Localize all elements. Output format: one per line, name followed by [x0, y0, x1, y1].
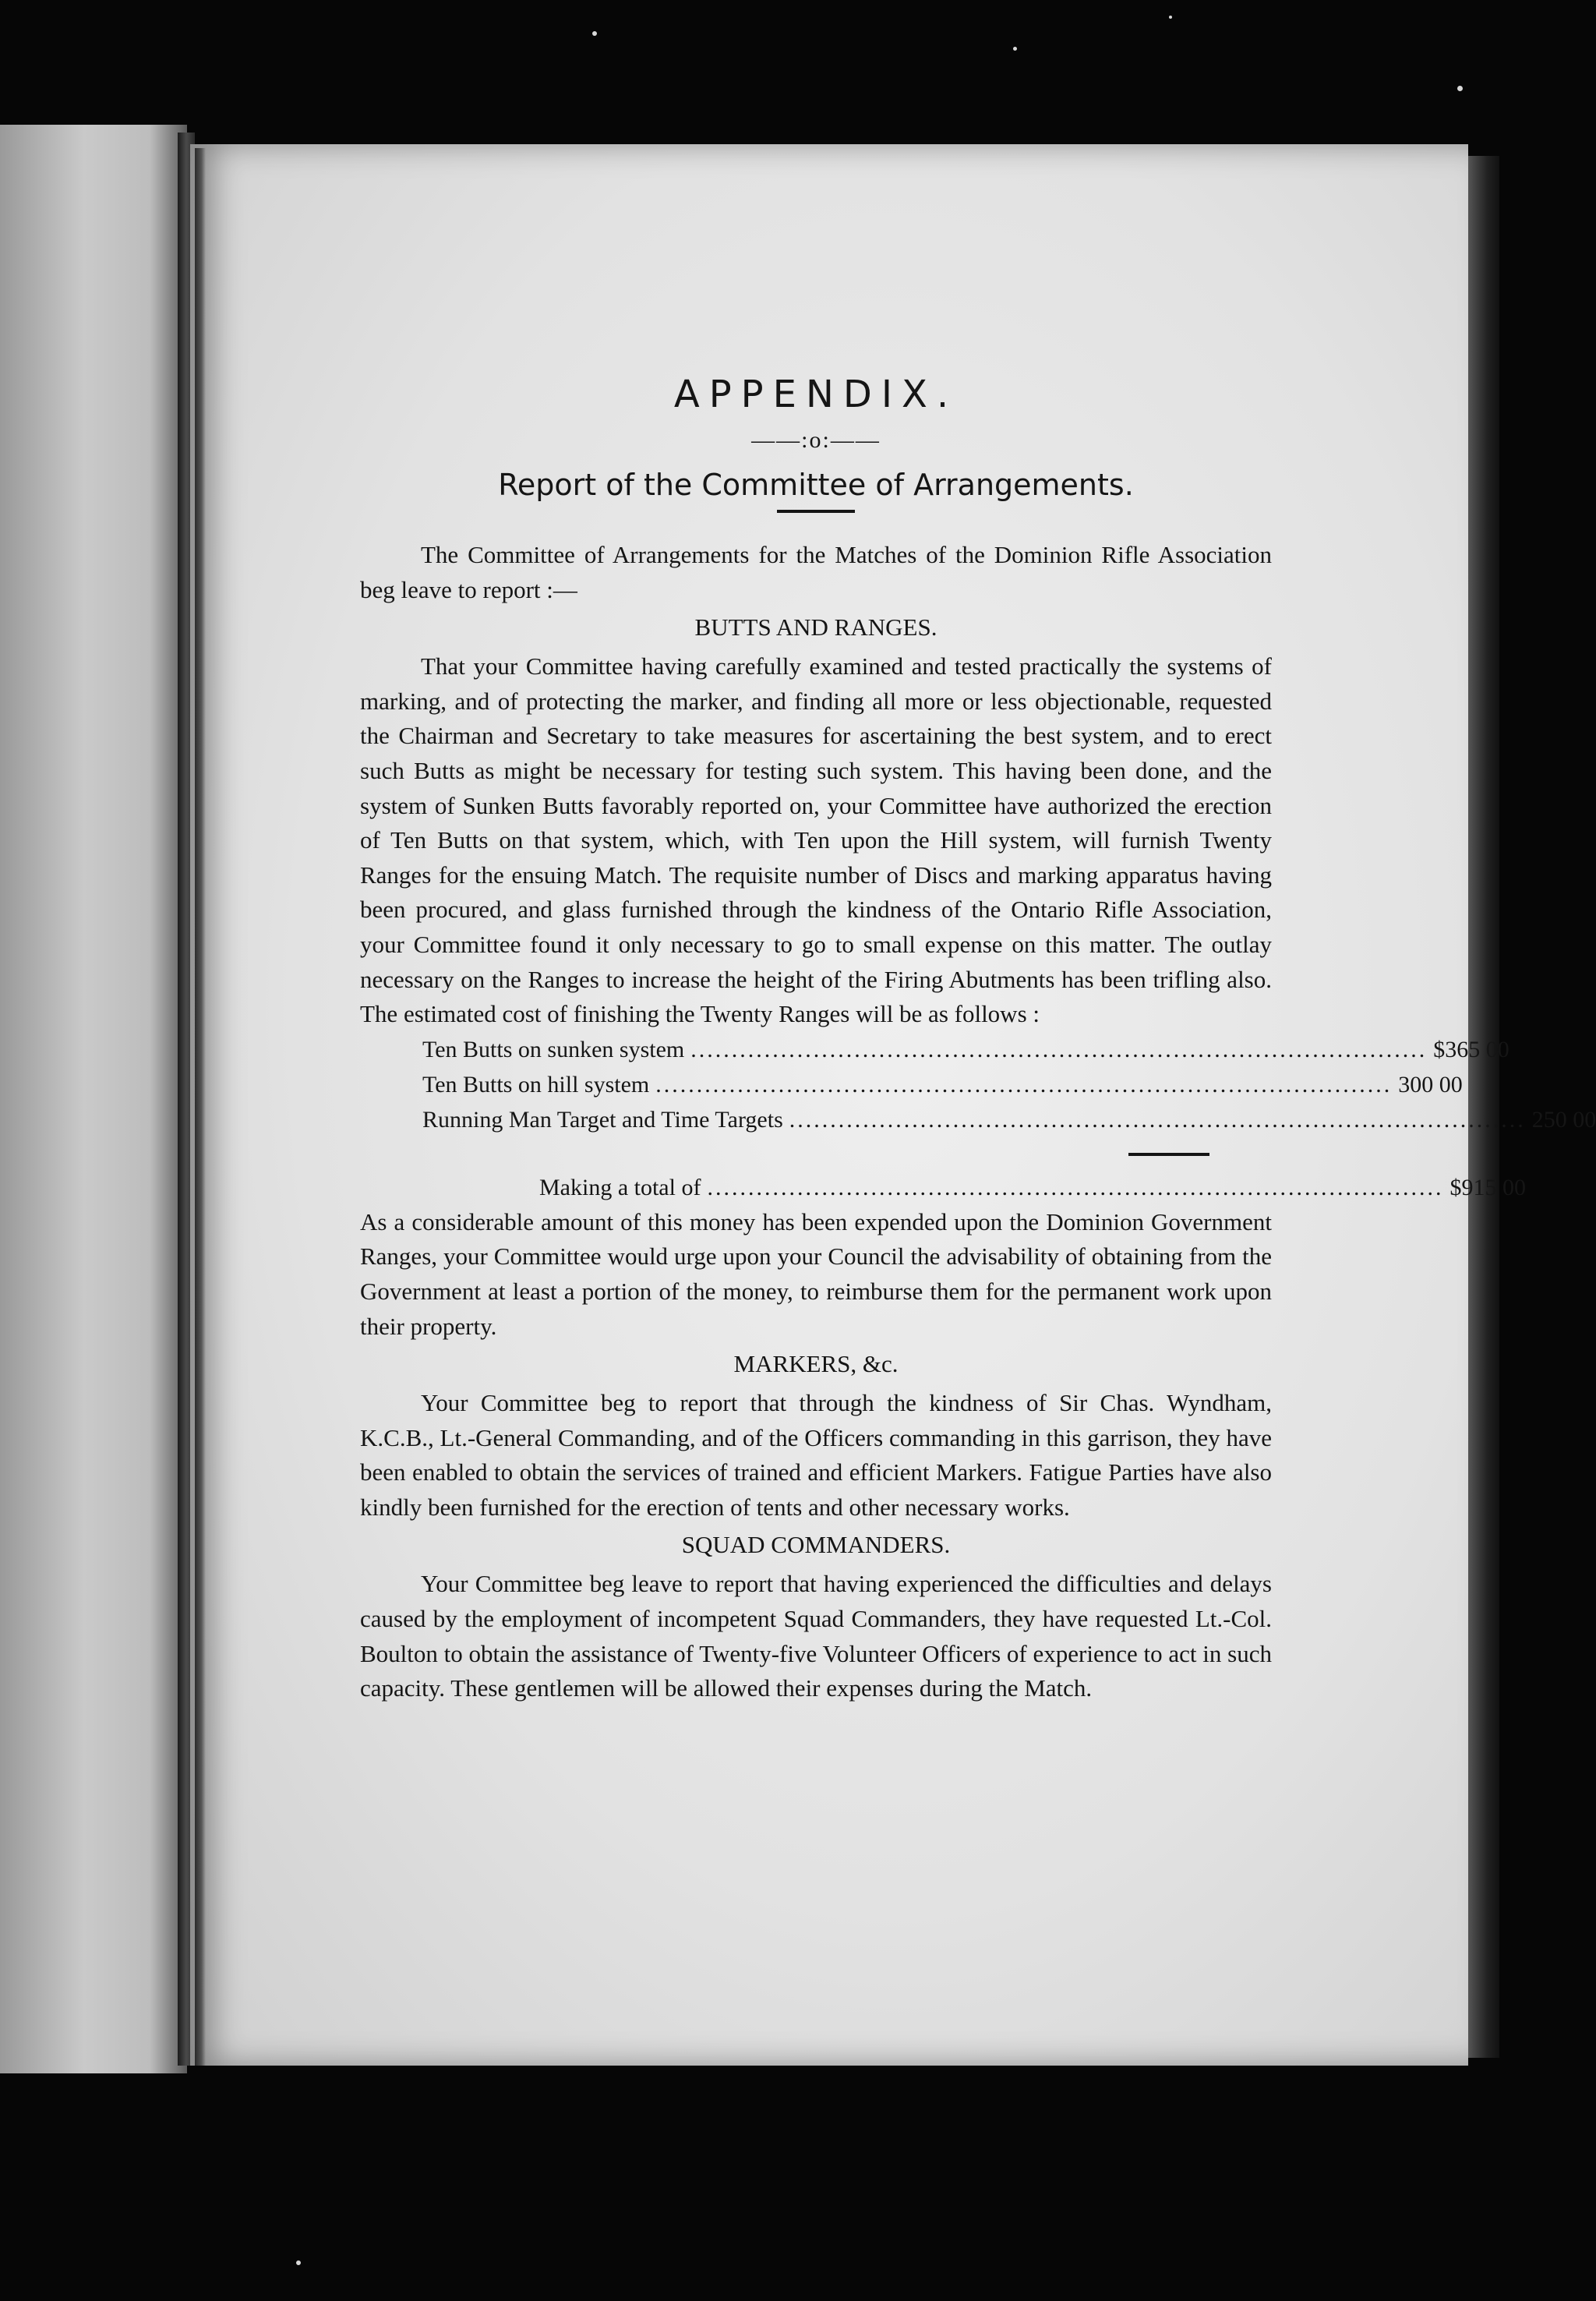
- cost-label: Running Man Target and Time Targets: [422, 1106, 783, 1133]
- subtitle-rule: [777, 510, 855, 513]
- page-crease: [195, 148, 206, 2066]
- scan-speck: [1169, 16, 1172, 19]
- leader-dots: ..........................................................................................: [707, 1174, 1444, 1200]
- cost-table: [422, 1032, 1596, 1205]
- intro-paragraph: The Committee of Arrangements for the Matches of the Dominion Rifle Association beg leave to report :—: [360, 541, 1272, 603]
- appendix-title: APPENDIX.: [673, 373, 959, 416]
- section-heading-markers: MARKERS, &c.: [733, 1350, 899, 1378]
- cost-amount: $365 00: [1433, 1036, 1509, 1062]
- cost-amount: 250 00: [1531, 1106, 1596, 1133]
- title-divider: ——:o:——: [751, 427, 881, 453]
- page-content: [360, 373, 1596, 1706]
- total-amount: $915 00: [1449, 1174, 1526, 1200]
- section-heading-squad: SQUAD COMMANDERS.: [681, 1531, 951, 1559]
- scan-speck: [1013, 47, 1017, 51]
- markers-paragraph: Your Committee beg to report that through the kindness of Sir Chas. Wyndham, K.C.B., Lt.-General Commanding, and of the Officers commanding in this garrison, they have been enabled to obtain the services of trained and efficient Markers. Fatigue Parties have also kindly been furnished for the erection of tents and other necessary works.: [360, 1389, 1272, 1521]
- squad-paragraph: Your Committee beg leave to report that having experienced the difficulties and delays caused by the employment of incompetent Squad Commanders, they have requested Lt.-Col. Boulton to obtain the assistance of Twenty-five Volunteer Officers of experience to act in such capacity. These gentlemen will be allowed their expenses during the Match.: [360, 1570, 1272, 1702]
- cost-label: Ten Butts on hill system: [422, 1071, 650, 1097]
- leader-dots: ..........................................................................................: [789, 1106, 1526, 1133]
- leader-dots: ..........................................................................................: [655, 1071, 1393, 1097]
- cost-row: [422, 1102, 1596, 1137]
- facing-page-edge: [0, 125, 187, 2073]
- scan-speck: [296, 2260, 301, 2265]
- section-heading-butts: BUTTS AND RANGES.: [694, 613, 937, 642]
- total-label: Making a total of: [539, 1174, 701, 1200]
- butts-paragraph: That your Committee having carefully examined and tested practically the systems of marking, and of protecting the marker, and finding all more or less objectionable, requested the Chairman and Secretary to take measures for ascertaining the best system, and to erect such Butts as might be necessary for testing such system. This having been done, and the system of Sunken Butts favorably reported on, your Committee have authorized the erection of Ten Butts on that system, which, with Ten upon the Hill system, will furnish Twenty Ranges for the ensuing Match. The requisite number of Discs and marking apparatus having been procured, and glass furnished through the kindness of the Ontario Rifle Association, your Committee found it only necessary to go to small expense on this matter. The outlay necessary on the Ranges to increase the height of the Firing Abutments has been trifling also. The estimated cost of finishing the Twenty Ranges will be as follows :: [360, 652, 1272, 1028]
- butts-after-paragraph: As a considerable amount of this money has been expended upon the Dominion Government Ranges, your Committee would urge upon your Council the advisability of obtaining from the Government at least a portion of the money, to reimburse them for the permanent work upon their property.: [360, 1207, 1272, 1340]
- cost-row: [422, 1032, 1509, 1067]
- total-rule: [1128, 1153, 1209, 1156]
- scan-speck: [1457, 86, 1463, 91]
- cost-label: Ten Butts on sunken system: [422, 1036, 685, 1062]
- total-row: [422, 1170, 1526, 1205]
- cost-amount: 300 00: [1398, 1071, 1463, 1097]
- scan-speck: [592, 31, 597, 36]
- leader-dots: ..........................................................................................: [690, 1036, 1428, 1062]
- cost-row: [422, 1067, 1463, 1102]
- report-title: Report of the Committee of Arrangements.: [498, 468, 1134, 502]
